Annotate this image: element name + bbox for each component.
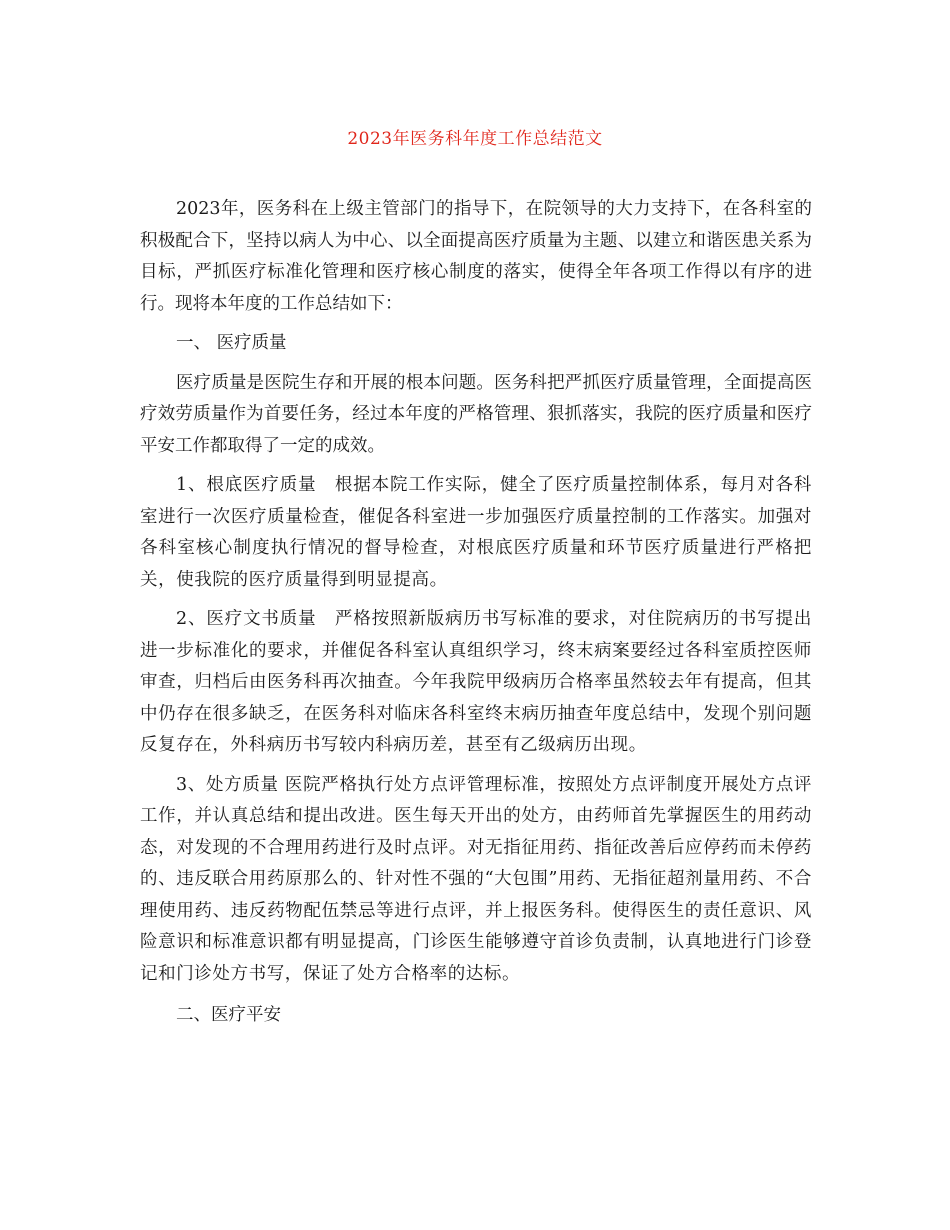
item-prescription-quality-paragraph: 3、处方质量 医院严格执行处方点评管理标准，按照处方点评制度开展处方点评工作，并认真总结和提出改进。医生每天开出的处方，由药师首先掌握医生的用药动态，对发现的不合理用药进行及时点评。对无指征用药、指征改善后应停药而未停药的、违反联合用药原那么的、针对性不强的“大包围”用药、无指征超剂量用药、不合理使用药、违反药物配伍禁忌等进行点评，并上报医务科。使得医生的责任意识、风险意识和标准意识都有明显提高，门诊医生能够遵守首诊负责制，认真地进行门诊登记和门诊处方书写，保证了处方合格率的达标。 — [140, 774, 812, 984]
section-heading-medical-quality: 一、 医疗质量 — [176, 333, 287, 353]
intro-paragraph: 2023年，医务科在上级主管部门的指导下，在院领导的大力支持下，在各科室的积极配合下，坚持以病人为中心、以全面提高医疗质量为主题、以建立和谐医患关系为目标，严抓医疗标准化管理和医疗核心制度的落实，使得全年各项工作得以有序的进行。现将本年度的工作总结如下： — [140, 199, 812, 314]
item-document-quality-paragraph: 2、医疗文书质量 严格按照新版病历书写标准的要求，对住院病历的书写提出进一步标准化的要求，并催促各科室认真组织学习，终末病案要经过各科室质控医师审查，归档后由医务科再次抽查。今年我院甲级病历合格率虽然较去年有提高，但其中仍存在很多缺乏，在医务科对临床各科室终末病历抽查年度总结中，发现个别问题反复存在，外科病历书写较内科病历差，甚至有乙级病历出现。 — [140, 609, 812, 755]
item-basic-quality-paragraph: 1、根底医疗质量 根据本院工作实际，健全了医疗质量控制体系，每月对各科室进行一次医疗质量检查，催促各科室进一步加强医疗质量控制的工作落实。加强对各科室核心制度执行情况的督导检查，对根底医疗质量和环节医疗质量进行严格把关，使我院的医疗质量得到明显提高。 — [140, 475, 812, 590]
document-body — [140, 194, 812, 1040]
section-heading-medical-safety: 二、医疗平安 — [176, 1005, 281, 1025]
document-title: 2023年医务科年度工作总结范文 — [347, 129, 603, 149]
section1-intro-paragraph: 医疗质量是医院生存和开展的根本问题。医务科把严抓医疗质量管理，全面提高医疗效劳质量作为首要任务，经过本年度的严格管理、狠抓落实，我院的医疗质量和医疗平安工作都取得了一定的成效。 — [140, 372, 812, 456]
